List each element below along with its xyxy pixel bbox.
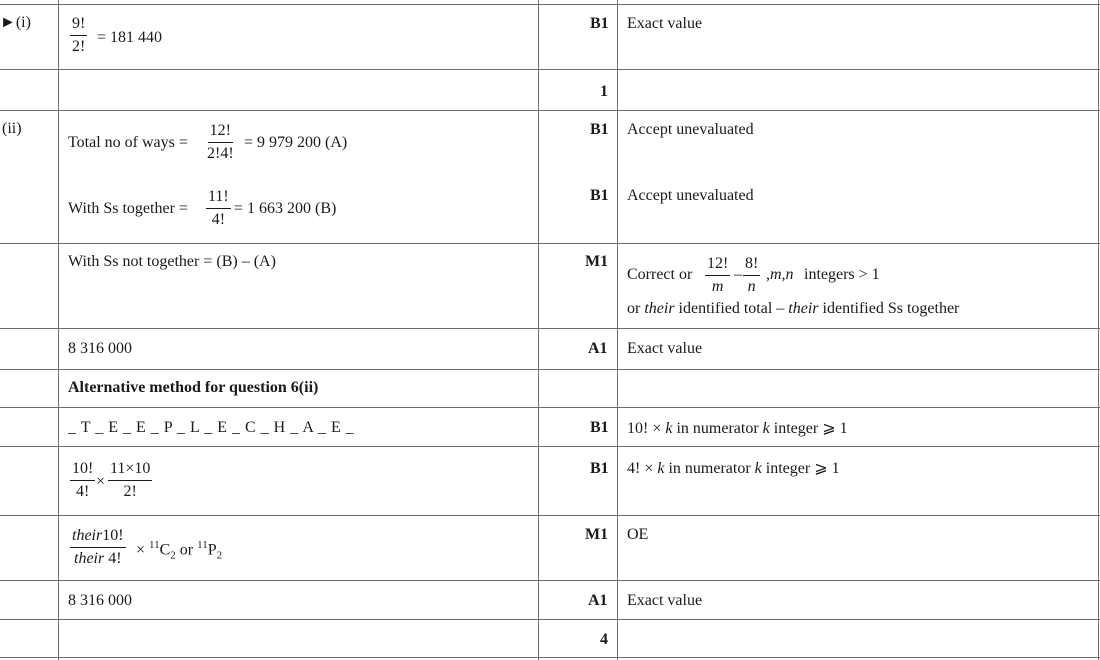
alt-answer-guidance: Exact value xyxy=(627,592,703,609)
alternative-method-heading: Alternative method for question 6(ii) xyxy=(68,379,319,396)
letter-arrangement: _ T _ E _ E _ P _ L _ E _ C _ H _ A _ E _ xyxy=(68,419,354,436)
ss-together-prefix: With Ss together = xyxy=(68,200,188,217)
part-i-guidance: Exact value xyxy=(627,15,703,32)
guidance-variables: ,m,n xyxy=(766,266,794,283)
their-mark: M1 xyxy=(585,526,609,543)
product-fraction-1-numerator: 10! xyxy=(70,461,95,481)
part-i-fraction-numerator: 9! xyxy=(70,16,87,36)
row-divider xyxy=(0,110,1100,111)
answer-mark: A1 xyxy=(588,340,608,357)
row-divider xyxy=(0,619,1100,620)
their-fraction-numerator: their10! xyxy=(70,528,126,548)
guidance-fraction-12-denominator: m xyxy=(711,278,724,295)
guidance-fraction-8-denominator: n xyxy=(747,278,756,295)
their-combinatorics: × $^{11}C_2$ or $^{11}P_2$ xyxy=(136,539,223,562)
total-ways-fraction xyxy=(207,123,234,162)
row-divider xyxy=(0,369,1100,370)
product-guidance: 4! × k in numerator k integer ⩾ 1 xyxy=(627,460,840,477)
product-fraction-2-denominator: 2! xyxy=(123,483,137,500)
product-fraction-1 xyxy=(70,461,95,500)
part-i-label: ►(i) xyxy=(0,14,31,31)
row-divider xyxy=(0,4,1100,5)
row-divider xyxy=(0,515,1100,516)
total-ways-result: = 9 979 200 (A) xyxy=(244,134,348,151)
their-fraction xyxy=(70,528,126,567)
ss-together-numerator: 11! xyxy=(206,189,231,209)
guidance-fraction-12 xyxy=(705,256,730,295)
column-divider xyxy=(58,0,59,660)
column-divider xyxy=(617,0,618,660)
product-fraction-1-denominator: 4! xyxy=(76,483,90,500)
row-divider xyxy=(0,657,1100,658)
product-fraction-2 xyxy=(108,461,152,500)
guidance-fraction-8-numerator: 8! xyxy=(743,256,760,276)
ss-together-guidance: Accept unevaluated xyxy=(627,187,754,204)
total-ways-guidance: Accept unevaluated xyxy=(627,121,754,138)
total-ways-mark: B1 xyxy=(590,121,609,138)
ss-together-result: = 1 663 200 (B) xyxy=(234,200,337,217)
part-i-fraction xyxy=(70,16,87,55)
ss-not-together-guidance-prefix: Correct or xyxy=(627,266,693,283)
arrangement-guidance: 10! × k in numerator k integer ⩾ 1 xyxy=(627,420,848,437)
total-ways-denominator: 2!4! xyxy=(207,145,234,162)
part-i-fraction-denominator: 2! xyxy=(72,38,86,55)
ss-not-together-guidance-line2: or their identified total – their identified Ss together xyxy=(627,300,960,317)
part-i-total: 1 xyxy=(600,83,608,100)
product-times: × xyxy=(96,473,106,490)
arrangement-mark: B1 xyxy=(590,419,609,436)
ss-together-mark: B1 xyxy=(590,187,609,204)
their-fraction-denominator: their 4! xyxy=(74,550,122,567)
guidance-fraction-8 xyxy=(743,256,760,295)
row-divider xyxy=(0,328,1100,329)
column-divider xyxy=(1098,0,1099,660)
ss-together-fraction xyxy=(206,189,231,228)
row-divider xyxy=(0,243,1100,244)
part-ii-label: (ii) xyxy=(2,120,22,137)
product-fraction-2-numerator: 11×10 xyxy=(108,461,152,481)
row-divider xyxy=(0,446,1100,447)
row-divider xyxy=(0,407,1100,408)
guidance-fraction-12-numerator: 12! xyxy=(705,256,730,276)
product-mark: B1 xyxy=(590,460,609,477)
ss-not-together-mark: M1 xyxy=(585,253,609,270)
answer-value: 8 316 000 xyxy=(68,340,132,357)
guidance-minus: – xyxy=(734,266,742,283)
alt-answer-value: 8 316 000 xyxy=(68,592,132,609)
total-ways-prefix: Total no of ways = xyxy=(68,134,188,151)
part-ii-total: 4 xyxy=(600,631,608,648)
total-ways-numerator: 12! xyxy=(208,123,233,143)
guidance-integers: integers > 1 xyxy=(804,266,880,283)
their-guidance: OE xyxy=(627,526,649,543)
row-divider xyxy=(0,580,1100,581)
answer-guidance: Exact value xyxy=(627,340,703,357)
alt-answer-mark: A1 xyxy=(588,592,608,609)
row-divider xyxy=(0,69,1100,70)
ss-together-denominator: 4! xyxy=(211,211,226,228)
ss-not-together-text: With Ss not together = (B) – (A) xyxy=(68,253,276,270)
part-i-result: = 181 440 xyxy=(97,29,163,46)
part-i-mark: B1 xyxy=(590,15,609,32)
column-divider xyxy=(538,0,539,660)
